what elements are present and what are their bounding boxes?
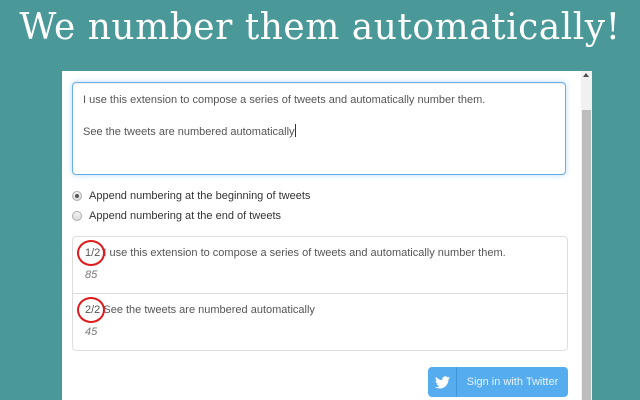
option-end[interactable] (72, 210, 281, 222)
tweet-compose-textarea[interactable] (72, 82, 566, 175)
compose-line-2-text: See the tweets are numbered automatically (83, 126, 295, 138)
extension-popup (62, 71, 581, 400)
text-caret (295, 124, 296, 137)
scroll-up-arrow-icon[interactable] (583, 73, 589, 77)
vertical-scrollbar[interactable] (581, 71, 592, 400)
character-count: 85 (85, 269, 98, 281)
radio-beginning[interactable] (72, 191, 82, 201)
scrollbar-thumb[interactable] (582, 110, 591, 400)
twitter-bird-icon (428, 367, 457, 397)
option-beginning-label: Append numbering at the beginning of tweets (89, 190, 311, 202)
tweet-preview-item (73, 293, 567, 349)
tweet-text: I use this extension to compose a series of tweets and automatically number them. (103, 247, 506, 259)
tweet-text: See the tweets are numbered automatically (103, 304, 315, 316)
sign-in-label: Sign in with Twitter (466, 376, 559, 388)
tweet-number: 2/2 (85, 304, 101, 316)
highlight-circle-annotation (77, 297, 105, 323)
tweet-preview-list (72, 236, 568, 351)
character-count: 45 (85, 326, 98, 338)
highlight-circle-annotation (77, 240, 105, 266)
option-end-label: Append numbering at the end of tweets (89, 210, 282, 222)
tweet-number: 1/2 (85, 247, 101, 259)
option-beginning[interactable] (72, 190, 310, 202)
tweet-preview-item (73, 237, 567, 293)
compose-line-2 (83, 124, 555, 140)
radio-end[interactable] (72, 211, 82, 221)
sign-in-with-twitter-button[interactable] (428, 367, 568, 397)
compose-line-1: I use this extension to compose a series of tweets and automatically number them. (83, 94, 486, 106)
page-headline: We number them automatically! (19, 7, 621, 48)
